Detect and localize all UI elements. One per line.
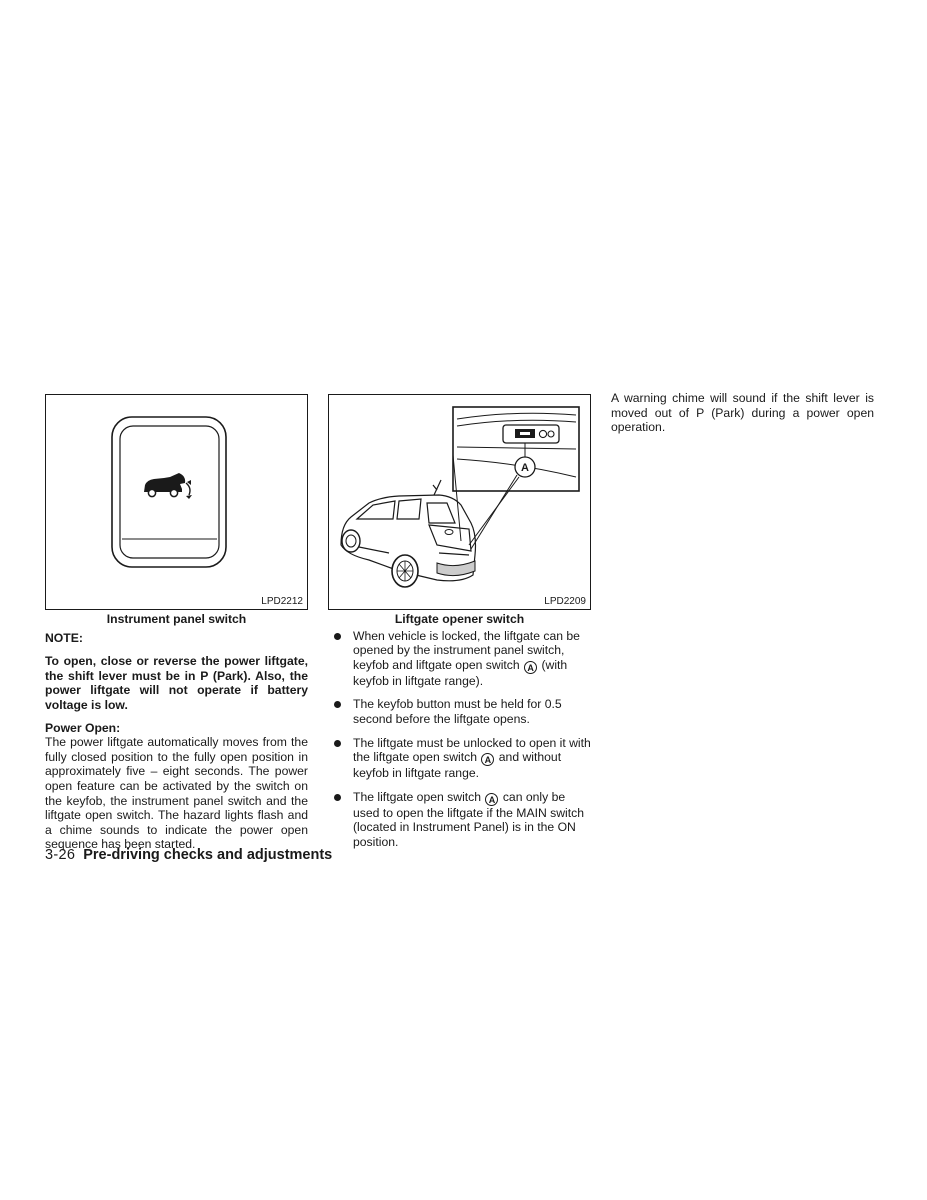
instrument-panel-switch-illustration: [46, 395, 308, 610]
list-item: [328, 736, 591, 781]
bullet-list: [328, 629, 591, 850]
figure-caption: Liftgate opener switch: [394, 612, 525, 626]
list-item: [328, 697, 591, 726]
callout-a-label: A: [521, 462, 529, 474]
column-3: [611, 391, 874, 435]
bullet-icon: [334, 633, 341, 640]
bullet-text: When vehicle is locked, the liftgate can be opened by the instrument panel switch, keyfob and liftgate open switch: [353, 628, 580, 672]
bullet-text: (with keyfob in liftgate range).: [353, 657, 568, 688]
page-footer: [45, 846, 332, 864]
figure-code: LPD2212: [261, 596, 303, 607]
figure-code: LPD2209: [544, 596, 586, 607]
bullet-text: and without keyfob in liftgate range.: [353, 750, 562, 781]
figure-caption: Instrument panel switch: [106, 612, 247, 626]
section-heading: Power Open:: [45, 720, 121, 735]
note-text: To open, close or reverse the power liftgate, the shift lever must be in P (Park). Also, the power liftgate will not operate if battery voltage is low.: [45, 654, 308, 712]
bullet-icon: [334, 740, 341, 747]
list-item: [328, 790, 591, 850]
circled-a-icon: A: [485, 793, 498, 806]
circled-a-icon: A: [524, 661, 537, 674]
liftgate-opener-illustration: [329, 395, 591, 610]
bullet-text: can only be used to open the liftgate if the MAIN switch (located in Instrument Panel) is in the ON position.: [353, 789, 585, 849]
note-heading: NOTE:: [45, 630, 83, 645]
liftgate-opener-figure: [328, 394, 591, 610]
section-paragraph: The power liftgate automatically moves from the fully closed position to the fully open position in approximately five – eight seconds. The power open feature can be activated by the switch on the keyfob, the instrument panel switch and the liftgate open switch. The hazard lights flash and a chime sounds to indicate the power open sequence has been started.: [45, 735, 308, 852]
column-2: [328, 394, 591, 859]
bullet-text: The liftgate open switch: [353, 789, 482, 804]
column-1: [45, 394, 308, 852]
bullet-icon: [334, 794, 341, 801]
instrument-panel-switch-figure: [45, 394, 308, 610]
bullet-text: The keyfob button must be held for 0.5 second before the liftgate opens.: [353, 697, 562, 726]
bullet-text: The liftgate must be unlocked to open it with the liftgate open switch: [353, 735, 591, 765]
list-item: [328, 629, 591, 689]
page-number: 3-26: [45, 847, 76, 863]
bullet-icon: [334, 701, 341, 708]
warning-chime-paragraph: A warning chime will sound if the shift lever is moved out of P (Park) during a power open operation.: [611, 391, 874, 435]
section-title: Pre-driving checks and adjustments: [83, 847, 333, 863]
circled-a-icon: A: [481, 753, 494, 766]
liftgate-car-icon: [144, 473, 192, 499]
